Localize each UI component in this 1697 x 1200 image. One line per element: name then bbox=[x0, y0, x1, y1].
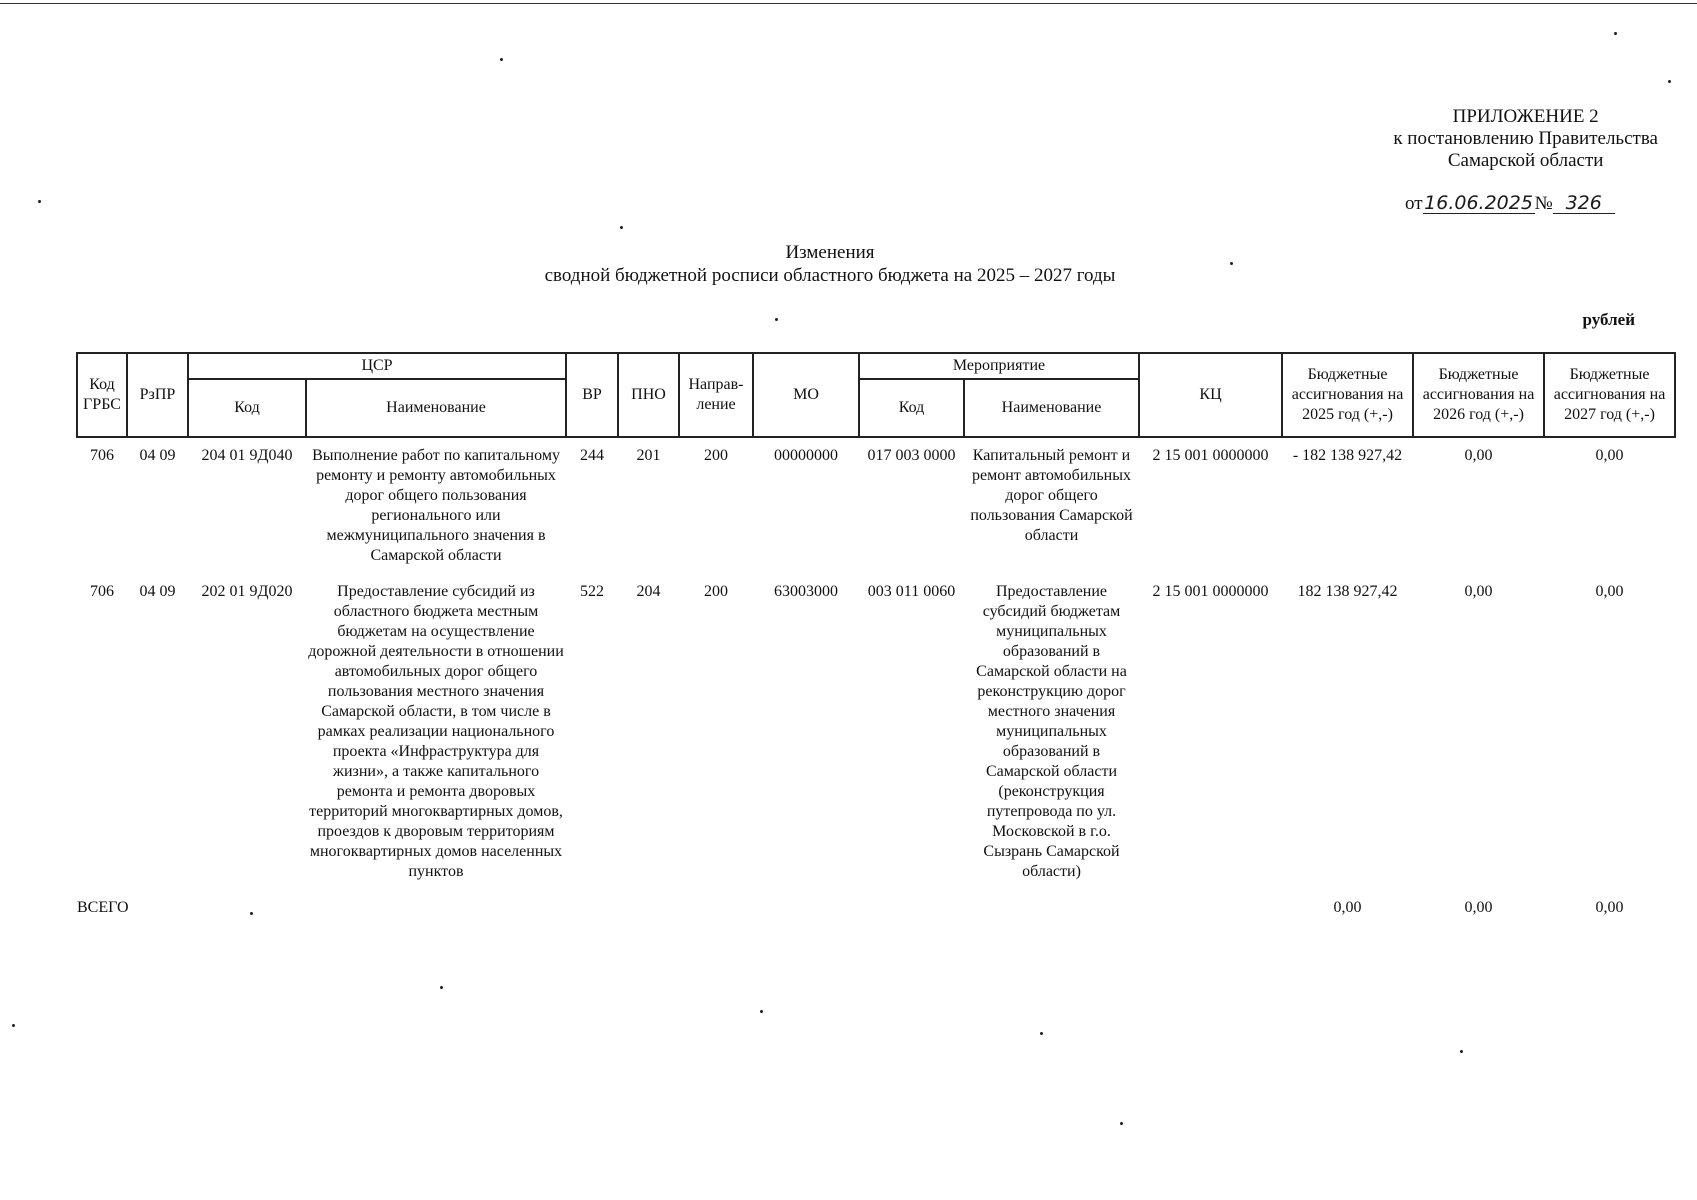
cell-event-name: Предоставление субсидий бюджетам муниципальных образований в Самарской области на реконструкцию дорог местного значения муниципальных образований в Самарской области (реконструкция путепровода по ул. Московской в г.о. Сызрань Самарской области) bbox=[976, 583, 1127, 880]
cell-pno: 201 bbox=[636, 447, 661, 464]
decree-number: 326 bbox=[1553, 193, 1615, 214]
header-kc: КЦ bbox=[1139, 353, 1282, 437]
document-title: Изменения bbox=[785, 242, 875, 263]
cell-2025: - 182 138 927,42 bbox=[1292, 447, 1403, 464]
header-pno: ПНО bbox=[618, 353, 679, 437]
cell-pno: 204 bbox=[636, 583, 661, 600]
cell-vr: 522 bbox=[580, 583, 604, 600]
scan-top-edge bbox=[0, 3, 1697, 4]
cell-vr: 244 bbox=[580, 447, 604, 464]
cell-event-name: Капитальный ремонт и ремонт автомобильных дорог общего пользования Самарской области bbox=[970, 447, 1133, 544]
scan-speck bbox=[1460, 1050, 1463, 1053]
cell-rzpr: 04 09 bbox=[139, 583, 176, 600]
cell-event-code: 003 011 0060 bbox=[867, 583, 956, 600]
header-csr: ЦСР bbox=[188, 353, 566, 379]
scan-speck bbox=[1668, 80, 1671, 83]
cell-direction: 200 bbox=[704, 583, 728, 600]
header-grbs: Код ГРБС bbox=[77, 353, 127, 437]
cell-csr-code: 204 01 9Д040 bbox=[201, 447, 293, 464]
appendix-line-2: к постановлению Правительства bbox=[1393, 128, 1658, 149]
document-subtitle: сводной бюджетной росписи областного бюджета на 2025 – 2027 годы bbox=[544, 265, 1116, 286]
cell-direction: 200 bbox=[704, 447, 728, 464]
cell-rzpr: 04 09 bbox=[139, 447, 176, 464]
total-spacer bbox=[188, 890, 1282, 926]
cell-csr-name: Выполнение работ по капитальному ремонту и ремонту автомобильных дорог общего пользования регионального или межмуниципального значения в Самарской области bbox=[312, 447, 560, 564]
table-row bbox=[77, 437, 1675, 574]
header-row-1 bbox=[77, 353, 1675, 379]
cell-mo: 63003000 bbox=[774, 583, 838, 600]
scan-speck bbox=[38, 200, 41, 203]
cell-2026: 0,00 bbox=[1464, 447, 1493, 464]
scan-speck bbox=[760, 1010, 763, 1013]
total-row bbox=[77, 890, 1675, 926]
cell-kc: 2 15 001 0000000 bbox=[1152, 447, 1269, 464]
header-event: Мероприятие bbox=[859, 353, 1139, 379]
header-rzpr: РзПР bbox=[127, 353, 188, 437]
appendix-block bbox=[1393, 106, 1658, 172]
header-csr-code: Код bbox=[188, 379, 306, 437]
header-event-code: Код bbox=[859, 379, 964, 437]
cell-event-code: 017 003 0000 bbox=[867, 447, 956, 464]
cell-2027: 0,00 bbox=[1595, 447, 1624, 464]
cell-csr-code: 202 01 9Д020 bbox=[201, 583, 293, 600]
total-2025: 0,00 bbox=[1333, 899, 1362, 916]
decree-reference bbox=[1405, 193, 1615, 215]
scan-speck bbox=[775, 318, 778, 321]
total-2027: 0,00 bbox=[1595, 899, 1624, 916]
cell-mo: 00000000 bbox=[774, 447, 838, 464]
total-label: ВСЕГО bbox=[77, 899, 129, 916]
header-2026: Бюджетные ассигнования на 2026 год (+,-) bbox=[1413, 353, 1544, 437]
header-mo: МО bbox=[753, 353, 859, 437]
cell-grbs: 706 bbox=[90, 447, 114, 464]
cell-kc: 2 15 001 0000000 bbox=[1152, 583, 1269, 600]
scan-speck bbox=[1230, 262, 1233, 265]
scan-speck bbox=[1040, 1032, 1043, 1035]
appendix-title: ПРИЛОЖЕНИЕ 2 bbox=[1452, 106, 1599, 127]
header-direction: Направ-ление bbox=[679, 353, 753, 437]
header-2027: Бюджетные ассигнования на 2027 год (+,-) bbox=[1544, 353, 1675, 437]
header-csr-name: Наименование bbox=[306, 379, 566, 437]
scan-speck bbox=[500, 58, 503, 61]
scan-speck bbox=[440, 986, 443, 989]
header-vr: ВР bbox=[566, 353, 618, 437]
budget-changes-table bbox=[76, 352, 1676, 926]
decree-date: 16.06.2025 bbox=[1424, 192, 1533, 214]
decree-number-label: № bbox=[1534, 193, 1553, 214]
cell-csr-name: Предоставление субсидий из областного бюджета местным бюджетам на осуществление дорожной деятельности в отношении автомобильных дорог общего пользования местного значения Самарской области, в том числе в рамках реализации национального проекта «Инфраструктура для жизни», а также капитального ремонта и ремонта дворовых территорий многоквартирных домов, проездов к дворовым территориям многоквартирных домов населенных пунктов bbox=[308, 583, 564, 880]
scan-speck bbox=[620, 226, 623, 229]
cell-2025: 182 138 927,42 bbox=[1297, 583, 1398, 600]
scan-speck bbox=[12, 1024, 15, 1027]
cell-grbs: 706 bbox=[90, 583, 114, 600]
total-2026: 0,00 bbox=[1464, 899, 1493, 916]
cell-2026: 0,00 bbox=[1464, 583, 1493, 600]
header-2025: Бюджетные ассигнования на 2025 год (+,-) bbox=[1282, 353, 1413, 437]
decree-from-label: от bbox=[1405, 193, 1423, 214]
scan-speck bbox=[1120, 1122, 1123, 1125]
table-row bbox=[77, 574, 1675, 890]
scan-speck bbox=[250, 912, 253, 915]
units-label: рублей bbox=[1582, 310, 1635, 329]
cell-2027: 0,00 bbox=[1595, 583, 1624, 600]
appendix-line-3: Самарской области bbox=[1447, 150, 1604, 171]
header-event-name: Наименование bbox=[964, 379, 1139, 437]
scan-speck bbox=[1614, 32, 1617, 35]
